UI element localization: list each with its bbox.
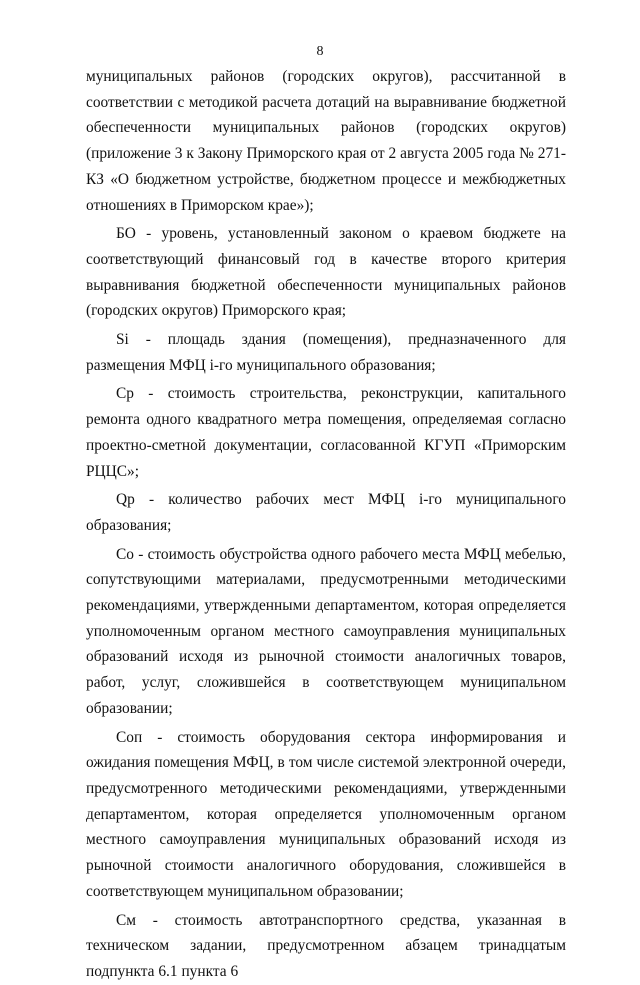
paragraph-8: См - стоимость автотранспортного средства, указанная в техническом задании, предусмотренном абзацем тринадцатым подпункта 6.1 пункта 6 xyxy=(86,911,566,980)
page-number: 8 xyxy=(316,44,324,59)
paragraph-1: муниципальных районов (городских округов), рассчитанной в соответствии с методикой расчета дотаций на выравнивание бюджетной обеспеченности муниципальных районов (городских округов) (приложение 3 к Закону Приморского края от 2 августа 2005 года № 271-КЗ «О бюджетном устройстве, бюджетном процессе и межбюджетных отношениях в Приморском крае»); xyxy=(86,68,566,214)
paragraph-2: БО - уровень, установленный законом о краевом бюджете на соответствующий финансовый год в качестве второго критерия выравнивания бюджетной обеспеченности муниципальных районов (городских округов) Приморского края; xyxy=(86,225,566,320)
paragraph-4: Ср - стоимость строительства, реконструкции, капитального ремонта одного квадратного метра помещения, определяемая согласно проектно-сметной документации, согласованной КГУП «Приморским РЦЦС»; xyxy=(86,385,566,480)
document-body xyxy=(86,64,566,985)
paragraph-3: Si - площадь здания (помещения), предназначенного для размещения МФЦ i-го муниципального образования; xyxy=(86,331,566,374)
paragraph-7: Соп - стоимость оборудования сектора информирования и ожидания помещения МФЦ, в том числе системой электронной очереди, предусмотренного методическими рекомендациями, утвержденными департаментом, которая определяется уполномоченным органом местного самоуправления муниципальных образований исходя из рыночной стоимости аналогичного оборудования, сложившейся в соответствующем муниципальном образовании; xyxy=(86,728,566,900)
paragraph-5: Qр - количество рабочих мест МФЦ i-го муниципального образования; xyxy=(86,491,566,534)
paragraph-6: Со - стоимость обустройства одного рабочего места МФЦ мебелью, сопутствующими материалами, предусмотренными методическими рекомендациями, утвержденными департаментом, которая определяется уполномоченным органом местного самоуправления муниципальных образований исходя из рыночной стоимости аналогичных товаров, работ, услуг, сложившейся в соответствующем муниципальном образовании; xyxy=(86,545,566,717)
